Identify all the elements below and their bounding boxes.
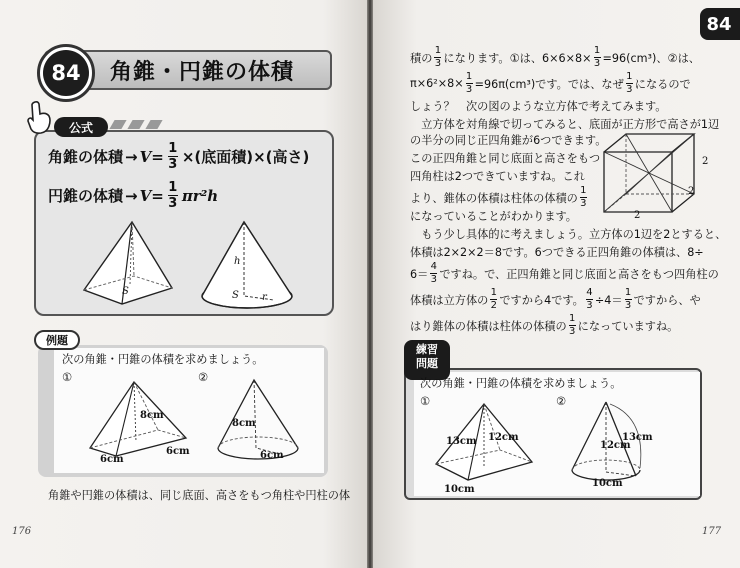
text-line-14: はり錐体の体積は柱体の体積の $\frac{1}{3}$ になっていますね。 xyxy=(410,313,679,337)
label-prac-c-slant: 13cm xyxy=(622,432,653,443)
text-line-10: もう少し具体的に考えましょう。立方体の1辺を2とすると、 xyxy=(410,228,727,241)
text-line-7: 四角柱は2つできていますね。これ xyxy=(410,170,585,183)
practice-item-1: ① xyxy=(420,395,431,408)
formula-pyramid xyxy=(48,142,309,171)
formula-cone-rest: πr²h xyxy=(181,186,219,205)
fraction: $\frac{1}{3}$ xyxy=(593,45,601,69)
example-cone-figure xyxy=(214,376,304,468)
cube-figure xyxy=(600,128,700,220)
example-tag: 例題 xyxy=(34,330,80,350)
fraction: $\frac{1}{3}$ xyxy=(168,141,178,172)
section-number-badge xyxy=(37,44,95,102)
pyramid-figure xyxy=(76,218,186,310)
text-line-11: 体積は2×2×2＝8です。6つできる正四角錐の体積は、8÷ xyxy=(410,246,704,259)
cube-label-right: 2 xyxy=(702,156,709,167)
label-prac-base: 10cm xyxy=(444,484,475,495)
text-line-9: になっていることがわかります。 xyxy=(410,210,577,223)
practice-item-2: ② xyxy=(556,395,567,408)
practice-prompt: 次の角錐・円錐の体積を求めましょう。 xyxy=(420,377,622,390)
fraction: $\frac{1}{2}$ xyxy=(490,287,498,311)
formula-cone-lhs: V= xyxy=(139,186,164,205)
page-number-left: 176 xyxy=(12,526,32,537)
pointing-hand-icon xyxy=(26,100,52,134)
fraction: $\frac{1}{3}$ xyxy=(580,185,587,209)
example-item-1: ① xyxy=(62,371,73,384)
fraction: $\frac{1}{3}$ xyxy=(624,287,632,311)
label-prac-slant1: 13cm xyxy=(446,436,477,447)
text-line-6: この正四角錐と同じ底面と高さをもつ xyxy=(410,152,601,165)
text-line-2: π×6²×8× $\frac{1}{3}$ =96π(cm³)です。では、なぜ $\frac{1}{3}$ になるので xyxy=(410,71,691,95)
example-prompt: 次の角錐・円錐の体積を求めましょう。 xyxy=(62,353,264,366)
label-p-side1: 6cm xyxy=(100,454,124,465)
cube-label-right-low: 2 xyxy=(688,186,695,197)
arrow-icon: → xyxy=(125,147,138,166)
label-p-height: 8cm xyxy=(140,410,164,421)
fraction: $\frac{1}{3}$ xyxy=(434,45,442,69)
label-prac-c-height: 12cm xyxy=(600,440,631,451)
label-prac-slant2: 12cm xyxy=(488,432,519,443)
label-base-s: S xyxy=(122,286,129,297)
label-prac-c-base: 10cm xyxy=(592,478,623,489)
cone-figure xyxy=(196,216,300,314)
formula-pyramid-lhs: V= xyxy=(139,147,164,166)
text-line-8: より、錐体の体積は柱体の体積の $\frac{1}{3}$ xyxy=(410,185,587,209)
left-bottom-text: 角錐や円錐の体積は、同じ底面、高さをもつ角柱や円柱の体 xyxy=(48,489,351,502)
book-gutter xyxy=(367,0,373,568)
arrow-icon: → xyxy=(125,186,138,205)
text-line-13: 体積は立方体の $\frac{1}{2}$ ですから4です。 $\frac{4}{3}$ ÷4＝ $\frac{1}{3}$ ですから、や xyxy=(410,287,701,311)
example-item-2: ② xyxy=(198,371,209,384)
formula-pyramid-rest: ×(底面積)×(高さ) xyxy=(181,148,310,166)
label-cone-s: S xyxy=(232,290,239,301)
page-title: 角錐・円錐の体積 xyxy=(110,60,295,85)
fraction: $\frac{1}{3}$ xyxy=(168,180,178,211)
formula-tag: 公式 xyxy=(54,117,108,137)
formula-cone-label: 円錐の体積 xyxy=(48,187,124,205)
text-line-12: 6＝ $\frac{4}{3}$ ですね。で、正四角錐と同じ底面と高さをもつ四角柱の xyxy=(410,261,719,285)
fraction: $\frac{1}{3}$ xyxy=(568,313,576,337)
text-line-1: 積の $\frac{1}{3}$ になります。①は、6×6×8× $\frac{1}{3}$ =96(cm³)、②は、 xyxy=(410,45,700,69)
page-number-right: 177 xyxy=(702,526,722,537)
fraction: $\frac{4}{3}$ xyxy=(430,261,437,285)
label-cone-r: r xyxy=(262,292,267,303)
fraction: $\frac{1}{3}$ xyxy=(465,71,473,95)
text-line-3: しょう？ 次の図のような立方体で考えてみます。 xyxy=(410,100,667,113)
label-p-side2: 6cm xyxy=(166,446,190,457)
label-cone-h: h xyxy=(234,256,241,267)
cube-label-bottom: 2 xyxy=(634,210,641,221)
section-number: 84 xyxy=(43,50,89,96)
text-line-5: の半分の同じ正四角錐が6つできます。 xyxy=(410,134,607,147)
fraction: $\frac{1}{3}$ xyxy=(626,71,633,95)
formula-cone xyxy=(48,181,218,210)
practice-tag: 練習 問題 xyxy=(404,340,450,380)
section-tab: 84 xyxy=(700,8,740,40)
label-c-radius: 6cm xyxy=(260,450,284,461)
formula-pyramid-label: 角錐の体積 xyxy=(48,148,124,166)
label-c-height: 8cm xyxy=(232,418,256,429)
fraction: $\frac{4}{3}$ xyxy=(586,287,593,311)
text-line-4: 立方体を対角線で切ってみると、底面が正方形で高さが1辺 xyxy=(410,118,720,131)
